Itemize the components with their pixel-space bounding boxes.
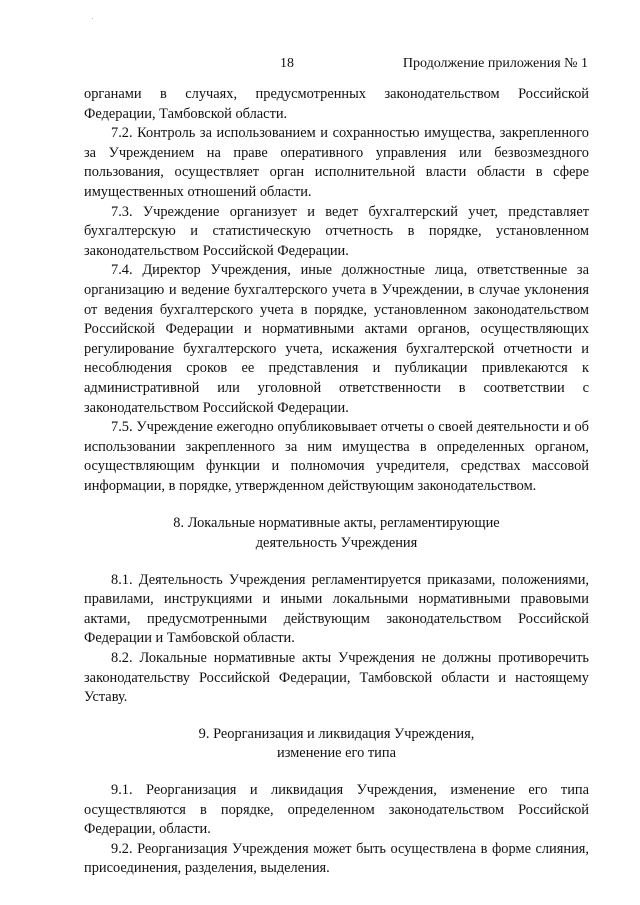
- paragraph-7-2: 7.2. Контроль за использованием и сохранностью имущества, закрепленного за Учреждением на праве оперативного управления или безвозмездного пользования, осуществляет орган исполнительной власти области в сфере имущественных отношений области.: [84, 125, 589, 200]
- paragraph-8-2: 8.2. Локальные нормативные акты Учреждения не должны противоречить законодательству Российской Федерации, Тамбовской области и настоящему Уставу.: [84, 650, 589, 706]
- scan-speck: [92, 18, 93, 19]
- paragraph-8-1: 8.1. Деятельность Учреждения регламентируется приказами, положениями, правилами, инструкциями и иными локальными нормативными правовыми актами, предусмотренными действующим законодательством Российской Федерации и Тамбовской области.: [84, 571, 589, 647]
- document-body: [84, 85, 589, 879]
- section-9-heading: [84, 725, 589, 764]
- paragraph-9-2: 9.2. Реорганизация Учреждения может быть осуществлена в форме слияния, присоединения, разделения, выделения.: [84, 840, 589, 877]
- section-9-heading-line-2: изменение его типа: [277, 745, 396, 762]
- paragraph-continuation: органами в случаях, предусмотренных законодательством Российской Федерации, Тамбовской области.: [84, 86, 589, 122]
- page-number: 18: [280, 56, 294, 71]
- paragraph-7-4: 7.4. Директор Учреждения, иные должностные лица, ответственные за организацию и ведение бухгалтерского учета в Учреждении, в случае уклонения от ведения бухгалтерского учета в порядке, установленном законодательством Российской Федерации и нормативными актами органов, осуществляющих регулирование бухгалтерского учета, искажения бухгалтерской отчетности и несоблюдения сроков ее представления и публикации привлекаются к административной или уголовной ответственности в соответствии с законодательством Российской Федерации.: [84, 262, 589, 416]
- paragraph-7-5: 7.5. Учреждение ежегодно опубликовывает отчеты о своей деятельности и об использовании закрепленного за ним имущества в определенных органом, осуществляющим функции и полномочия учредителя, средствах массовой информации, в порядке, утвержденном действующим законодательством.: [84, 419, 589, 494]
- appendix-continuation-label: Продолжение приложения № 1: [402, 56, 588, 71]
- paragraph-7-3: 7.3. Учреждение организует и ведет бухгалтерский учет, представляет бухгалтерскую и статистическую отчетность в порядке, установленном законодательством Российской Федерации.: [84, 203, 589, 259]
- section-8-heading: [84, 514, 589, 553]
- page-header: [0, 56, 640, 76]
- section-8-heading-line-2: деятельность Учреждения: [255, 535, 418, 552]
- section-8-heading-line-1: 8. Локальные нормативные акты, регламентирующие: [173, 515, 500, 532]
- paragraph-9-1: 9.1. Реорганизация и ликвидация Учреждения, изменение его типа осуществляются в порядке, определенном законодательством Российской Федерации, области.: [84, 782, 589, 838]
- section-9-heading-line-1: 9. Реорганизация и ликвидация Учреждения,: [198, 725, 475, 742]
